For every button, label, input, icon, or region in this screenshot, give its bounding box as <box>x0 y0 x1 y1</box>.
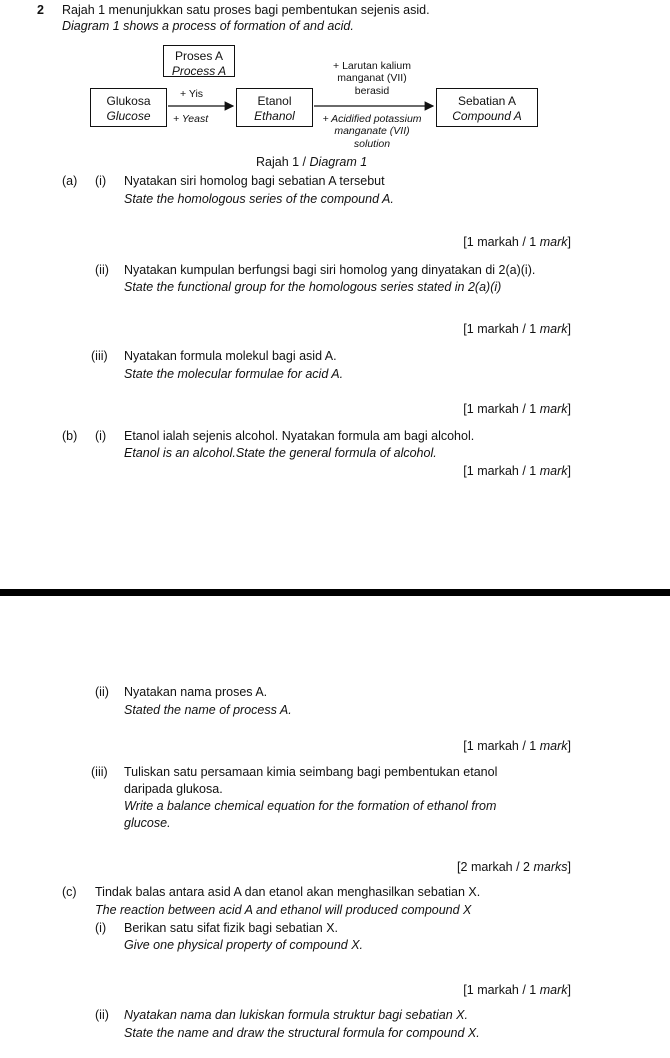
mark-b-ii <box>463 740 571 753</box>
intro-english: Diagram 1 shows a process of formation of and acid. <box>62 19 354 33</box>
reagent-malay-line-2: manganat (VII) <box>337 72 407 84</box>
part-a-i-number: (i) <box>95 174 107 188</box>
part-c-i-number: (i) <box>95 921 107 935</box>
part-b-iii-malay-line-1: Tuliskan satu persamaan kimia seimbang bagi pembentukan etanol <box>124 765 498 779</box>
mark-word: mark <box>539 235 568 249</box>
diagram-arrows <box>0 0 670 200</box>
part-a-i-malay: Nyatakan siri homolog bagi sebatian A tersebut <box>124 174 385 188</box>
mark-close: ] <box>567 739 571 753</box>
mark-prefix: [1 markah / 1 <box>463 464 540 478</box>
mark-a-iii <box>463 403 571 416</box>
mark-c-i <box>463 984 571 997</box>
mark-a-i <box>463 236 571 249</box>
part-b-i-number: (i) <box>95 429 107 443</box>
mark-word: mark <box>539 322 568 336</box>
process-a-label-malay: Proses A <box>174 49 224 63</box>
reagent-malay-line-1: + Larutan kalium <box>333 60 411 72</box>
part-b-iii-english-line-1: Write a balance chemical equation for the formation of ethanol from <box>124 799 497 813</box>
part-a-label: (a) <box>62 174 78 188</box>
mark-word: marks <box>533 860 568 874</box>
part-c-i-english: Give one physical property of compound X. <box>124 938 364 952</box>
mark-b-iii <box>457 861 571 874</box>
part-c-malay: Tindak balas antara asid A dan etanol akan menghasilkan sebatian X. <box>95 885 481 899</box>
mark-prefix: [2 markah / 2 <box>457 860 534 874</box>
reagent-malay-line-3: berasid <box>354 85 390 97</box>
part-a-iii-english: State the molecular formulae for acid A. <box>124 367 344 381</box>
mark-prefix: [1 markah / 1 <box>463 402 540 416</box>
part-c-ii-english: State the name and draw the structural formula for compound X. <box>124 1026 480 1040</box>
part-b-iii-english-line-2: glucose. <box>124 816 171 830</box>
mark-close: ] <box>567 235 571 249</box>
mark-prefix: [1 markah / 1 <box>463 235 540 249</box>
mark-close: ] <box>567 464 571 478</box>
diagram-caption-english: Diagram 1 <box>309 155 368 169</box>
glucose-label-english: Glucose <box>106 109 151 123</box>
mark-word: mark <box>539 739 568 753</box>
part-b-iii-malay-line-2: daripada glukosa. <box>124 782 223 796</box>
part-b-i-malay: Etanol ialah sejenis alcohol. Nyatakan formula am bagi alcohol. <box>124 429 475 443</box>
part-c-i-malay: Berikan satu sifat fizik bagi sebatian X. <box>124 921 339 935</box>
page-break-divider <box>0 589 670 596</box>
part-a-ii-number: (ii) <box>95 263 109 277</box>
mark-prefix: [1 markah / 1 <box>463 983 540 997</box>
process-a-label-english: Process A <box>171 64 227 78</box>
reagent-english-line-3: solution <box>353 138 391 150</box>
reagent-english-line-1: + Acidified potassium <box>322 113 422 125</box>
part-a-i-english: State the homologous series of the compound A. <box>124 192 394 206</box>
part-b-i-english: Etanol is an alcohol.State the general formula of alcohol. <box>124 446 437 460</box>
part-c-english: The reaction between acid A and ethanol will produced compound X <box>95 903 472 917</box>
part-b-ii-english: Stated the name of process A. <box>124 703 292 717</box>
part-b-label: (b) <box>62 429 78 443</box>
part-a-iii-malay: Nyatakan formula molekul bagi asid A. <box>124 349 337 363</box>
mark-prefix: [1 markah / 1 <box>463 322 540 336</box>
mark-close: ] <box>567 983 571 997</box>
mark-b-i <box>463 465 571 478</box>
glucose-label-malay: Glukosa <box>106 94 151 108</box>
part-a-ii-english: State the functional group for the homologous series stated in 2(a)(i) <box>124 280 502 294</box>
yeast-label-malay: + Yis <box>180 88 204 100</box>
part-c-label: (c) <box>62 885 77 899</box>
part-a-ii-malay: Nyatakan kumpulan berfungsi bagi siri homolog yang dinyatakan di 2(a)(i). <box>124 263 536 277</box>
intro-malay: Rajah 1 menunjukkan satu proses bagi pembentukan sejenis asid. <box>62 3 430 17</box>
part-a-iii-number: (iii) <box>91 349 108 363</box>
mark-word: mark <box>539 402 568 416</box>
diagram-caption-malay: Rajah 1 / <box>256 155 310 169</box>
mark-word: mark <box>539 464 568 478</box>
part-c-ii-malay: Nyatakan nama dan lukiskan formula struktur bagi sebatian X. <box>124 1008 468 1022</box>
part-b-ii-malay: Nyatakan nama proses A. <box>124 685 268 699</box>
question-number: 2 <box>37 3 44 17</box>
ethanol-label-english: Ethanol <box>254 109 295 123</box>
mark-a-ii <box>463 323 571 336</box>
reagent-english-line-2: manganate (VII) <box>334 125 410 137</box>
mark-prefix: [1 markah / 1 <box>463 739 540 753</box>
part-b-ii-number: (ii) <box>95 685 109 699</box>
yeast-label-english: + Yeast <box>173 113 209 125</box>
mark-close: ] <box>567 322 571 336</box>
mark-close: ] <box>567 860 571 874</box>
compound-a-label-malay: Sebatian A <box>457 94 517 108</box>
mark-word: mark <box>539 983 568 997</box>
mark-close: ] <box>567 402 571 416</box>
part-b-iii-number: (iii) <box>91 765 108 779</box>
part-c-ii-number: (ii) <box>95 1008 109 1022</box>
ethanol-label-malay: Etanol <box>257 94 292 108</box>
diagram-caption <box>256 156 367 169</box>
compound-a-label-english: Compound A <box>452 109 522 123</box>
